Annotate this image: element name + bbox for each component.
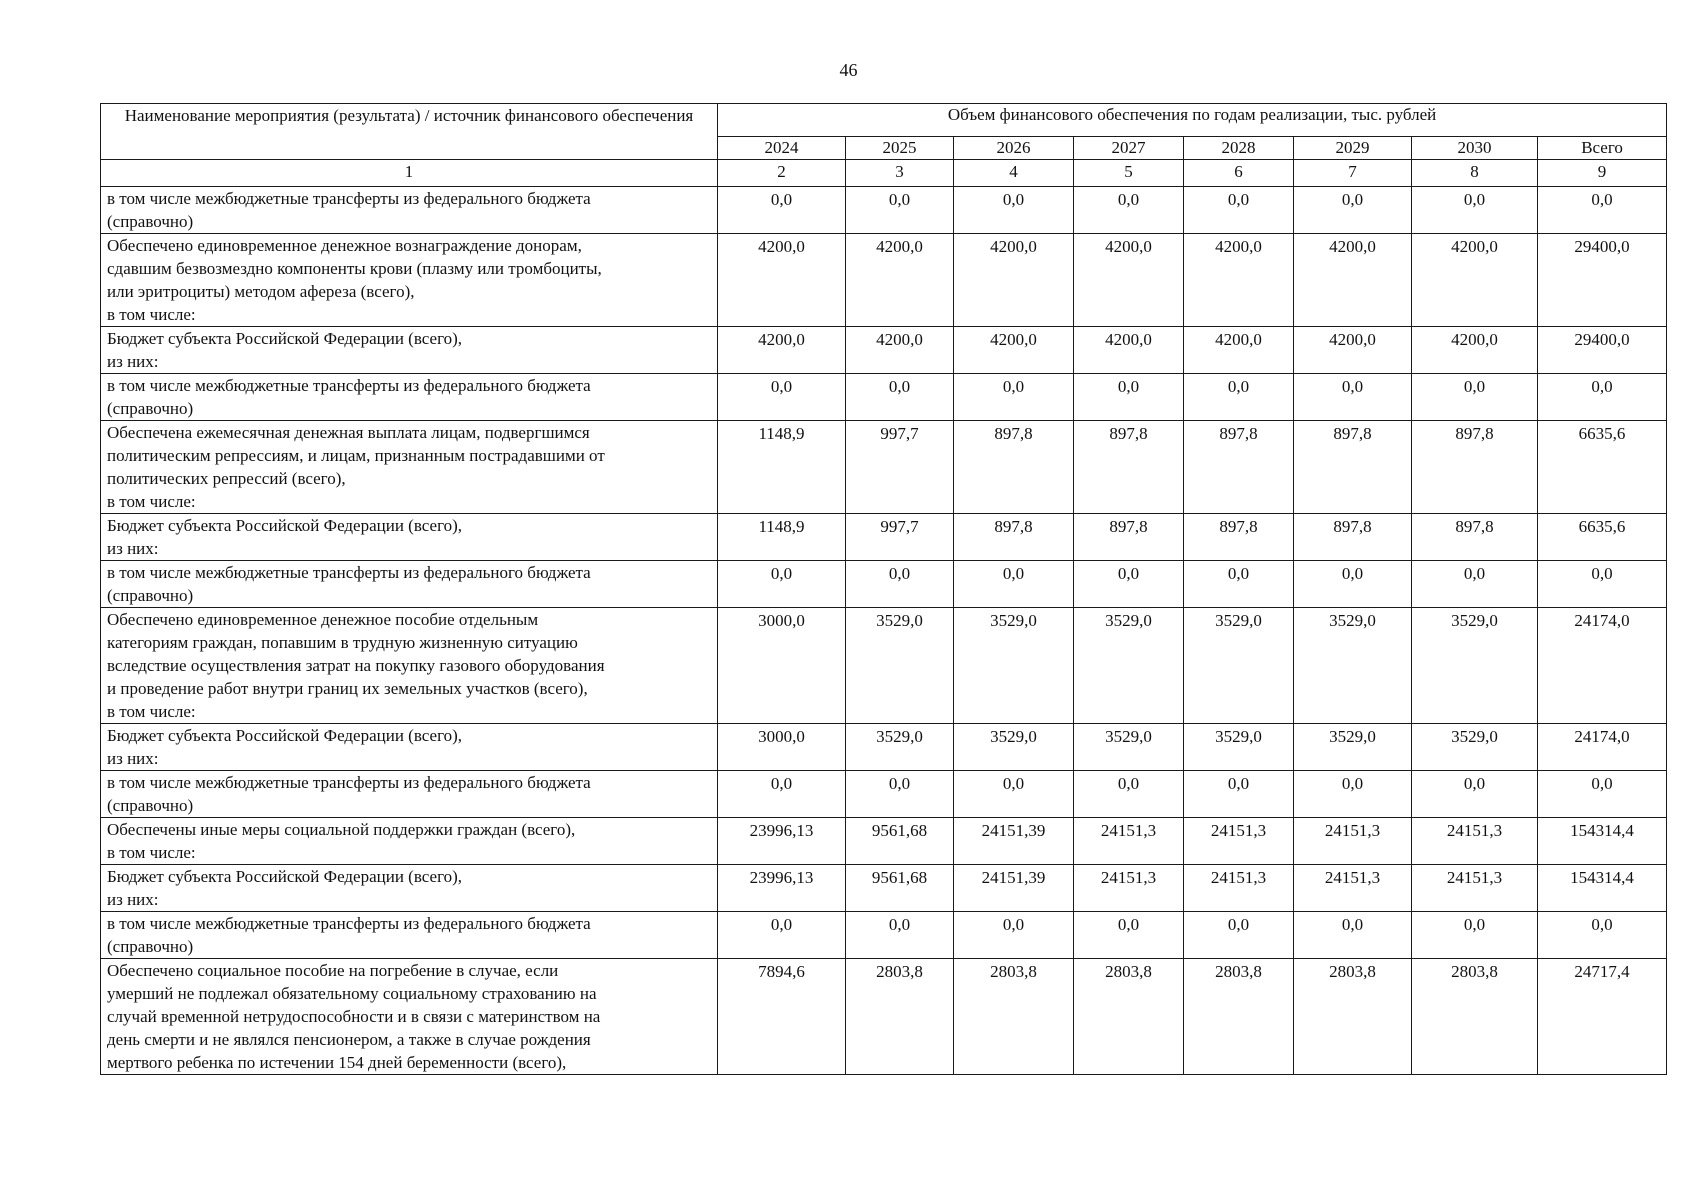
row-year-value-cell: 897,8 — [1412, 421, 1538, 514]
row-year-value-cell: 0,0 — [718, 771, 846, 818]
row-total-cell: 0,0 — [1538, 912, 1667, 959]
row-year-value-cell: 0,0 — [1412, 187, 1538, 234]
row-year-value-cell: 0,0 — [846, 561, 954, 608]
row-name-cell — [101, 514, 718, 561]
row-year-value-cell: 3000,0 — [718, 724, 846, 771]
header-year: 2024 — [718, 137, 846, 160]
row-name-line: в том числе: — [107, 492, 196, 511]
row-name-line: в том числе межбюджетные трансферты из федерального бюджета — [107, 773, 591, 792]
row-name-cell — [101, 912, 718, 959]
row-year-value-cell: 24151,3 — [1184, 818, 1294, 865]
row-year-value-cell: 4200,0 — [1412, 327, 1538, 374]
row-total-cell: 0,0 — [1538, 561, 1667, 608]
row-year-value-cell: 0,0 — [1074, 374, 1184, 421]
header-name-column: Наименование мероприятия (результата) / источник финансового обеспечения — [101, 104, 718, 160]
row-year-value-cell: 4200,0 — [718, 327, 846, 374]
row-year-value-cell: 897,8 — [1184, 421, 1294, 514]
row-year-value-cell: 897,8 — [1184, 514, 1294, 561]
row-total-cell: 0,0 — [1538, 374, 1667, 421]
row-name-line: Обеспечены иные меры социальной поддержки граждан (всего), — [107, 820, 576, 839]
row-year-value-cell: 9561,68 — [846, 818, 954, 865]
row-year-value-cell: 0,0 — [954, 374, 1074, 421]
row-name-line: умерший не подлежал обязательному социальному страхованию на — [107, 984, 597, 1003]
row-name-line: в том числе межбюджетные трансферты из федерального бюджета — [107, 563, 591, 582]
row-total-cell: 154314,4 — [1538, 818, 1667, 865]
row-name-line: Бюджет субъекта Российской Федерации (всего), — [107, 867, 463, 886]
table-row — [101, 561, 1667, 608]
row-year-value-cell: 0,0 — [718, 912, 846, 959]
row-year-value-cell: 0,0 — [1412, 374, 1538, 421]
table-row — [101, 818, 1667, 865]
table-row — [101, 959, 1667, 1075]
row-name-line: Обеспечено социальное пособие на погребение в случае, если — [107, 961, 559, 980]
row-total-cell: 29400,0 — [1538, 234, 1667, 327]
row-year-value-cell: 2803,8 — [846, 959, 954, 1075]
table-row — [101, 234, 1667, 327]
row-year-value-cell: 4200,0 — [846, 234, 954, 327]
row-name-cell — [101, 234, 718, 327]
row-name-line: (справочно) — [107, 937, 194, 956]
row-name-line: Бюджет субъекта Российской Федерации (всего), — [107, 516, 463, 535]
row-name-line: в том числе: — [107, 305, 196, 324]
row-year-value-cell: 0,0 — [1294, 187, 1412, 234]
row-year-value-cell: 1148,9 — [718, 421, 846, 514]
column-index: 2 — [718, 160, 846, 187]
row-year-value-cell: 3000,0 — [718, 608, 846, 724]
row-total-cell: 24174,0 — [1538, 724, 1667, 771]
row-year-value-cell: 897,8 — [1294, 514, 1412, 561]
header-year: 2025 — [846, 137, 954, 160]
row-year-value-cell: 24151,3 — [1184, 865, 1294, 912]
row-year-value-cell: 4200,0 — [718, 234, 846, 327]
row-year-value-cell: 0,0 — [1412, 561, 1538, 608]
row-year-value-cell: 24151,3 — [1412, 865, 1538, 912]
row-year-value-cell: 4200,0 — [954, 234, 1074, 327]
row-name-line: мертвого ребенка по истечении 154 дней беременности (всего), — [107, 1053, 567, 1072]
header-year: 2029 — [1294, 137, 1412, 160]
row-year-value-cell: 4200,0 — [954, 327, 1074, 374]
table-row — [101, 514, 1667, 561]
row-name-line: из них: — [107, 749, 159, 768]
row-name-line: день смерти и не являлся пенсионером, а также в случае рождения — [107, 1030, 591, 1049]
column-index: 1 — [101, 160, 718, 187]
row-year-value-cell: 24151,3 — [1294, 865, 1412, 912]
row-name-line: в том числе: — [107, 843, 196, 862]
row-name-line: сдавшим безвозмездно компоненты крови (плазму или тромбоциты, — [107, 259, 602, 278]
row-year-value-cell: 2803,8 — [1294, 959, 1412, 1075]
row-name-line: политическим репрессиям, и лицам, признанным пострадавшими от — [107, 446, 605, 465]
table-row — [101, 865, 1667, 912]
row-name-line: категориям граждан, попавшим в трудную жизненную ситуацию — [107, 633, 578, 652]
column-index: 7 — [1294, 160, 1412, 187]
row-year-value-cell: 0,0 — [718, 187, 846, 234]
row-name-line: и проведение работ внутри границ их земельных участков (всего), — [107, 679, 588, 698]
table-row — [101, 327, 1667, 374]
row-year-value-cell: 4200,0 — [1184, 327, 1294, 374]
row-name-line: Обеспечено единовременное денежное пособие отдельным — [107, 610, 539, 629]
row-year-value-cell: 0,0 — [1412, 912, 1538, 959]
row-name-cell — [101, 561, 718, 608]
column-index: 8 — [1412, 160, 1538, 187]
row-name-line: Обеспечено единовременное денежное вознаграждение донорам, — [107, 236, 582, 255]
row-year-value-cell: 0,0 — [1184, 187, 1294, 234]
row-year-value-cell: 3529,0 — [1184, 608, 1294, 724]
table-row — [101, 912, 1667, 959]
table-body — [101, 187, 1667, 1075]
table-row — [101, 771, 1667, 818]
row-name-line: (справочно) — [107, 796, 194, 815]
row-year-value-cell: 4200,0 — [846, 327, 954, 374]
row-name-line: вследствие осуществления затрат на покупку газового оборудования — [107, 656, 605, 675]
row-name-line: из них: — [107, 352, 159, 371]
row-year-value-cell: 24151,39 — [954, 865, 1074, 912]
row-year-value-cell: 0,0 — [718, 561, 846, 608]
row-year-value-cell: 23996,13 — [718, 818, 846, 865]
row-name-cell — [101, 421, 718, 514]
header-volume-title: Объем финансового обеспечения по годам реализации, тыс. рублей — [718, 104, 1667, 137]
row-total-cell: 6635,6 — [1538, 421, 1667, 514]
row-year-value-cell: 0,0 — [1294, 374, 1412, 421]
column-index: 6 — [1184, 160, 1294, 187]
row-name-cell — [101, 187, 718, 234]
row-year-value-cell: 4200,0 — [1294, 234, 1412, 327]
row-name-line: (справочно) — [107, 212, 194, 231]
row-total-cell: 0,0 — [1538, 187, 1667, 234]
row-total-cell: 6635,6 — [1538, 514, 1667, 561]
row-year-value-cell: 0,0 — [1184, 912, 1294, 959]
row-year-value-cell: 997,7 — [846, 421, 954, 514]
row-year-value-cell: 0,0 — [954, 771, 1074, 818]
row-year-value-cell: 0,0 — [1294, 561, 1412, 608]
row-year-value-cell: 0,0 — [1184, 374, 1294, 421]
row-year-value-cell: 2803,8 — [954, 959, 1074, 1075]
row-name-line: из них: — [107, 539, 159, 558]
column-index: 3 — [846, 160, 954, 187]
row-year-value-cell: 0,0 — [1074, 561, 1184, 608]
column-index: 9 — [1538, 160, 1667, 187]
row-year-value-cell: 3529,0 — [1412, 724, 1538, 771]
row-year-value-cell: 24151,3 — [1074, 865, 1184, 912]
row-name-cell — [101, 724, 718, 771]
row-total-cell: 154314,4 — [1538, 865, 1667, 912]
row-year-value-cell: 0,0 — [1294, 912, 1412, 959]
row-name-cell — [101, 818, 718, 865]
row-name-line: в том числе межбюджетные трансферты из федерального бюджета — [107, 189, 591, 208]
row-year-value-cell: 3529,0 — [846, 724, 954, 771]
row-year-value-cell: 3529,0 — [954, 608, 1074, 724]
row-year-value-cell: 3529,0 — [1294, 724, 1412, 771]
row-year-value-cell: 0,0 — [1074, 771, 1184, 818]
row-name-line: в том числе межбюджетные трансферты из федерального бюджета — [107, 376, 591, 395]
row-name-line: Бюджет субъекта Российской Федерации (всего), — [107, 329, 463, 348]
row-year-value-cell: 3529,0 — [846, 608, 954, 724]
row-name-line: или эритроциты) методом афереза (всего), — [107, 282, 415, 301]
row-year-value-cell: 897,8 — [954, 514, 1074, 561]
row-year-value-cell: 7894,6 — [718, 959, 846, 1075]
row-year-value-cell: 24151,3 — [1074, 818, 1184, 865]
row-year-value-cell: 897,8 — [1074, 421, 1184, 514]
column-index: 5 — [1074, 160, 1184, 187]
row-year-value-cell: 0,0 — [846, 374, 954, 421]
row-year-value-cell: 897,8 — [1412, 514, 1538, 561]
financing-table — [100, 103, 1667, 1075]
column-index: 4 — [954, 160, 1074, 187]
row-name-line: Бюджет субъекта Российской Федерации (всего), — [107, 726, 463, 745]
row-year-value-cell: 3529,0 — [1412, 608, 1538, 724]
row-name-line: Обеспечена ежемесячная денежная выплата лицам, подвергшимся — [107, 423, 590, 442]
row-year-value-cell: 0,0 — [1074, 912, 1184, 959]
row-total-cell: 0,0 — [1538, 771, 1667, 818]
row-year-value-cell: 9561,68 — [846, 865, 954, 912]
row-name-line: (справочно) — [107, 399, 194, 418]
row-year-value-cell: 4200,0 — [1412, 234, 1538, 327]
row-year-value-cell: 897,8 — [954, 421, 1074, 514]
row-name-line: в том числе межбюджетные трансферты из федерального бюджета — [107, 914, 591, 933]
row-year-value-cell: 3529,0 — [1074, 724, 1184, 771]
row-year-value-cell: 4200,0 — [1184, 234, 1294, 327]
row-year-value-cell: 23996,13 — [718, 865, 846, 912]
header-year: 2027 — [1074, 137, 1184, 160]
row-name-line: из них: — [107, 890, 159, 909]
row-year-value-cell: 0,0 — [846, 771, 954, 818]
row-year-value-cell: 0,0 — [954, 912, 1074, 959]
row-year-value-cell: 3529,0 — [1184, 724, 1294, 771]
row-year-value-cell: 0,0 — [1184, 771, 1294, 818]
column-index-row — [101, 160, 1667, 187]
row-year-value-cell: 24151,39 — [954, 818, 1074, 865]
row-year-value-cell: 0,0 — [718, 374, 846, 421]
row-year-value-cell: 0,0 — [846, 187, 954, 234]
row-name-cell — [101, 327, 718, 374]
row-name-cell — [101, 865, 718, 912]
row-total-cell: 24174,0 — [1538, 608, 1667, 724]
row-year-value-cell: 0,0 — [1294, 771, 1412, 818]
row-name-cell — [101, 608, 718, 724]
table-row — [101, 724, 1667, 771]
row-year-value-cell: 997,7 — [846, 514, 954, 561]
header-total: Всего — [1538, 137, 1667, 160]
table-row — [101, 608, 1667, 724]
row-year-value-cell: 897,8 — [1294, 421, 1412, 514]
row-total-cell: 24717,4 — [1538, 959, 1667, 1075]
row-year-value-cell: 3529,0 — [1294, 608, 1412, 724]
page-number: 46 — [839, 60, 858, 80]
row-year-value-cell: 2803,8 — [1184, 959, 1294, 1075]
row-year-value-cell: 4200,0 — [1294, 327, 1412, 374]
header-year: 2028 — [1184, 137, 1294, 160]
row-name-cell — [101, 374, 718, 421]
row-year-value-cell: 897,8 — [1074, 514, 1184, 561]
row-name-line: политических репрессий (всего), — [107, 469, 346, 488]
table-row — [101, 374, 1667, 421]
row-year-value-cell: 0,0 — [954, 561, 1074, 608]
row-year-value-cell: 0,0 — [1184, 561, 1294, 608]
table-row — [101, 187, 1667, 234]
row-total-cell: 29400,0 — [1538, 327, 1667, 374]
row-name-line: в том числе: — [107, 702, 196, 721]
row-year-value-cell: 0,0 — [1074, 187, 1184, 234]
financing-table-wrapper — [100, 103, 1666, 1075]
row-year-value-cell: 2803,8 — [1412, 959, 1538, 1075]
header-year: 2026 — [954, 137, 1074, 160]
header-year: 2030 — [1412, 137, 1538, 160]
row-year-value-cell: 4200,0 — [1074, 234, 1184, 327]
row-year-value-cell: 1148,9 — [718, 514, 846, 561]
row-year-value-cell: 4200,0 — [1074, 327, 1184, 374]
row-year-value-cell: 0,0 — [1412, 771, 1538, 818]
row-year-value-cell: 2803,8 — [1074, 959, 1184, 1075]
row-year-value-cell: 24151,3 — [1412, 818, 1538, 865]
table-row — [101, 421, 1667, 514]
row-name-line: случай временной нетрудоспособности и в связи с материнством на — [107, 1007, 601, 1026]
row-name-line: (справочно) — [107, 586, 194, 605]
row-year-value-cell: 3529,0 — [954, 724, 1074, 771]
row-name-cell — [101, 959, 718, 1075]
row-year-value-cell: 0,0 — [954, 187, 1074, 234]
row-name-cell — [101, 771, 718, 818]
row-year-value-cell: 3529,0 — [1074, 608, 1184, 724]
row-year-value-cell: 24151,3 — [1294, 818, 1412, 865]
row-year-value-cell: 0,0 — [846, 912, 954, 959]
